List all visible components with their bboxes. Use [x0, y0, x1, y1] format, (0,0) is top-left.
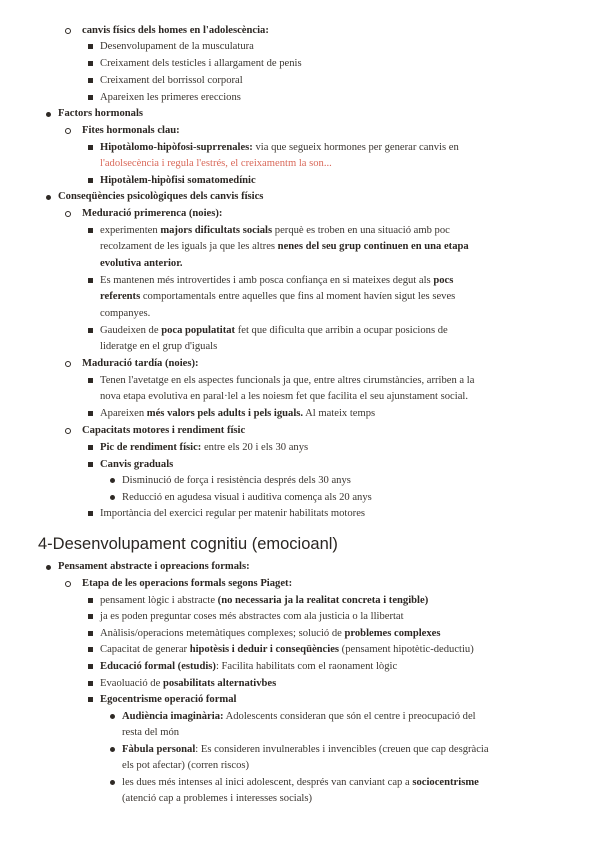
term: posabilitats alternativbes: [162, 678, 277, 689]
list-item: Etapa de les operacions formals segons Piaget:: [82, 578, 293, 589]
text: les dues més intenses al inici adolescent, després van canviant cap a: [122, 777, 413, 788]
list-item-cont: [100, 289, 455, 306]
square-bullet-icon: [88, 228, 93, 233]
list-item: canvis físics dels homes en l'adolescència:: [82, 25, 269, 36]
text: (pensament hipotètic-deductiu): [339, 644, 474, 655]
term: majors dificultats socials: [160, 225, 273, 236]
square-bullet-icon: [88, 511, 93, 516]
term: sociocentrisme: [412, 777, 479, 788]
square-bullet-icon: [88, 462, 93, 467]
square-bullet-icon: [88, 95, 93, 100]
list-item: [122, 709, 476, 726]
list-item: [100, 626, 441, 643]
highlighted-text: l'adolsecència i regula l'estrés, el creixamentm la son...: [100, 158, 332, 169]
list-item: Factors hormonals: [58, 108, 144, 119]
list-item: [122, 775, 479, 792]
disc-bullet-icon: [46, 195, 51, 200]
circle-bullet-icon: [65, 581, 71, 587]
disc-bullet-icon: [110, 780, 115, 785]
term: Audiència imaginària:: [122, 711, 224, 722]
square-bullet-icon: [88, 598, 93, 603]
disc-bullet-icon: [110, 478, 115, 483]
square-bullet-icon: [88, 411, 93, 416]
list-item: [100, 642, 474, 659]
list-item: [100, 273, 453, 290]
text: entre els 20 i els 30 anys: [201, 442, 309, 453]
list-item: Creixament del borrissol corporal: [100, 75, 243, 86]
circle-bullet-icon: [65, 428, 71, 434]
square-bullet-icon: [88, 445, 93, 450]
list-item: [122, 742, 489, 759]
text: comportamentals entre aquelles que fins al moment havíen sigut les seves: [140, 291, 456, 302]
list-item: Canvis graduals: [100, 459, 174, 470]
term: Pic de rendiment físic:: [100, 442, 202, 453]
square-bullet-icon: [88, 378, 93, 383]
list-item: Egocentrisme operació formal: [100, 694, 237, 705]
square-bullet-icon: [88, 647, 93, 652]
list-item: Tenen l'avetatge en els aspectes funcionals ja que, entre altres cirumstàncies, arriben a la: [100, 375, 475, 386]
term: pocs: [433, 275, 454, 286]
list-item: Maduració tardía (noies):: [82, 358, 199, 369]
disc-bullet-icon: [110, 495, 115, 500]
list-item: Capacitats motores i rendiment físic: [82, 425, 246, 436]
term: hipotèsis i deduir i conseqüències: [189, 644, 340, 655]
disc-bullet-icon: [46, 112, 51, 117]
circle-bullet-icon: [65, 128, 71, 134]
text: Evaoluació de: [100, 678, 163, 689]
text: Gaudeixen de: [100, 325, 162, 336]
square-bullet-icon: [88, 78, 93, 83]
text: fet que dificulta que arribin a ocupar posicions de: [235, 325, 448, 336]
list-item: [100, 440, 308, 457]
disc-bullet-icon: [110, 714, 115, 719]
list-item: [100, 323, 448, 340]
text: Apareixen: [100, 408, 147, 419]
text: pensament lògic i abstracte: [100, 595, 218, 606]
list-item: Reducció en agudesa visual i auditiva comença als 20 anys: [122, 492, 372, 503]
circle-bullet-icon: [65, 28, 71, 34]
square-bullet-icon: [88, 178, 93, 183]
term: poca populatitat: [161, 325, 236, 336]
text: : Facilita habilitats com el raonament lògic: [215, 661, 398, 672]
list-item: ja es poden preguntar coses més abstractes com ala justicia o la llibertat: [100, 611, 404, 622]
list-item: [100, 659, 397, 676]
text: Anàlisis/operacions metemàtiques complexes; solució de: [100, 628, 345, 639]
square-bullet-icon: [88, 614, 93, 619]
term: nenes del seu grup continuen en una etapa: [277, 241, 469, 252]
text: recolzament de les iguals ja que les altres: [100, 241, 278, 252]
square-bullet-icon: [88, 145, 93, 150]
square-bullet-icon: [88, 328, 93, 333]
list-item: Meduració primerenca (noies):: [82, 208, 223, 219]
list-item: Hipotàlem-hipòfisi somatomedínic: [100, 175, 256, 186]
list-item: Creixament dels testicles i allargament de penis: [100, 58, 302, 69]
list-item-cont: resta del món: [122, 727, 180, 738]
term: Educació formal (estudis): [100, 661, 216, 672]
list-item-cont: [100, 239, 469, 256]
list-item-cont: evolutiva anterior.: [100, 258, 183, 269]
text: experimenten: [100, 225, 161, 236]
square-bullet-icon: [88, 681, 93, 686]
list-item-cont: companyes.: [100, 308, 151, 319]
list-item-cont: els pot afectar) (corren riscos): [122, 760, 250, 771]
circle-bullet-icon: [65, 211, 71, 217]
list-item: [100, 140, 459, 157]
section-heading: 4-Desenvolupament cognitiu (emocioanl): [38, 535, 338, 553]
term: Hipotàlomo-hipòfosi-suprrenales:: [100, 142, 253, 153]
term: Fàbula personal: [122, 744, 196, 755]
list-item: Desenvolupament de la musculatura: [100, 41, 254, 52]
term: problemes complexes: [344, 628, 441, 639]
text: Adolescents consideran que són el centre i preocupació del: [223, 711, 476, 722]
disc-bullet-icon: [46, 565, 51, 570]
circle-bullet-icon: [65, 361, 71, 367]
list-item: Disminució de força i resistència després dels 30 anys: [122, 475, 351, 486]
term: (no necessaria ja la realitat concreta i tengible): [217, 595, 429, 606]
text: perquè es troben en una situació amb poc: [272, 225, 450, 236]
square-bullet-icon: [88, 44, 93, 49]
list-item-cont: nova etapa evolutiva en paral·lel a les noiesm fet que facilita el seu ajunstament social.: [100, 391, 468, 402]
list-item: [100, 676, 276, 693]
term: més valors pels adults i pels iguals.: [146, 408, 304, 419]
term: referents: [100, 291, 141, 302]
text: Es mantenen més introvertides i amb posca confiança en si mateixes degut als: [100, 275, 434, 286]
list-item-cont: (atenció cap a problemes i interesses socials): [122, 793, 313, 804]
list-item: Apareixen les primeres ereccions: [100, 92, 241, 103]
disc-bullet-icon: [110, 747, 115, 752]
list-item: Conseqüències psicològiques dels canvis físics: [58, 191, 264, 202]
square-bullet-icon: [88, 664, 93, 669]
square-bullet-icon: [88, 631, 93, 636]
text: : Es consideren invulnerables i invencibles (creuen que cap desgràcia: [195, 744, 489, 755]
list-item: Fites hormonals clau:: [82, 125, 180, 136]
square-bullet-icon: [88, 278, 93, 283]
list-item: [100, 406, 375, 423]
square-bullet-icon: [88, 61, 93, 66]
list-item-cont: lideratge en el grup d'iguals: [100, 341, 218, 352]
square-bullet-icon: [88, 697, 93, 702]
list-item: Importància del exercici regular per matenir habilitats motores: [100, 508, 366, 519]
text: via que segueix hormones per generar canvis en: [252, 142, 459, 153]
list-item: Pensament abstracte i opreacions formals:: [58, 561, 250, 572]
text: Capacitat de generar: [100, 644, 190, 655]
list-item: [100, 593, 428, 610]
text: Al mateix temps: [303, 408, 376, 419]
list-item: [100, 223, 450, 240]
